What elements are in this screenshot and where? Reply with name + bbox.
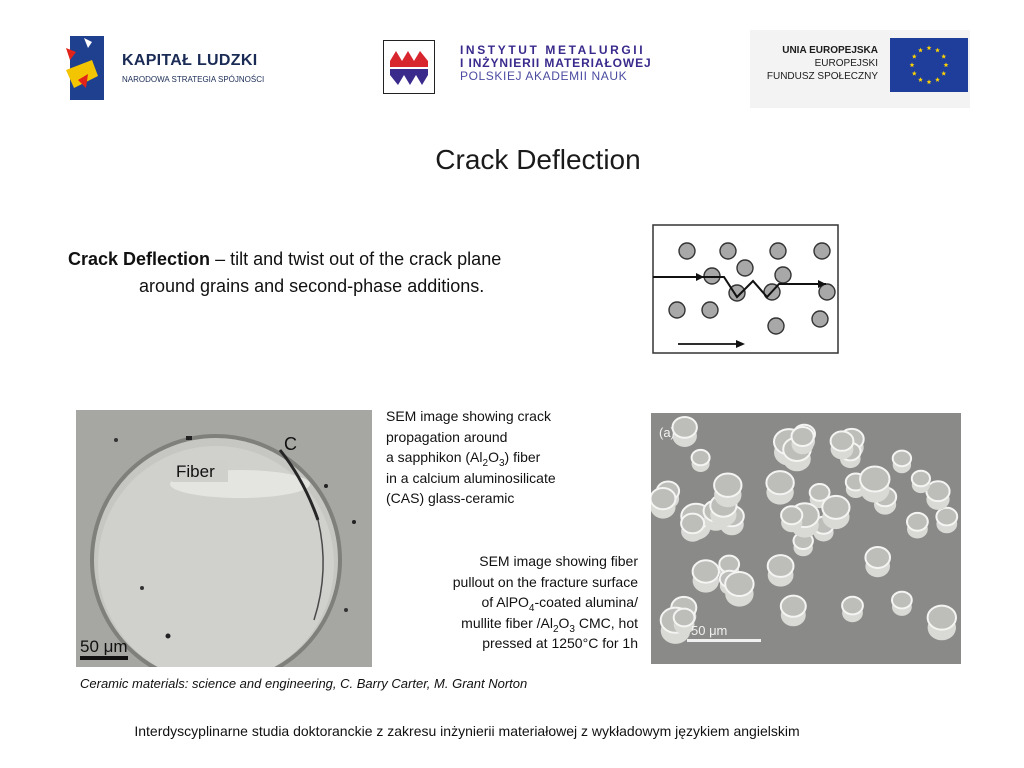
fiber-end: [928, 606, 956, 630]
sem1-caption: [386, 406, 616, 509]
sem1-caption-line2: propagation around: [386, 428, 508, 445]
pore: [140, 586, 144, 590]
fiber-end: [860, 467, 889, 492]
sem2-caption-line4: [398, 613, 638, 634]
sem1-caption-line3: [386, 447, 616, 468]
sem2-caption-line3: [398, 592, 638, 613]
pore: [352, 520, 356, 524]
fiber-end: [831, 431, 854, 450]
grain: [775, 267, 791, 283]
slide-title: Crack Deflection: [435, 144, 641, 175]
fiber-end: [681, 514, 704, 534]
kapital-ludzki-logo: [62, 30, 312, 106]
caption-text: of AlPO: [481, 594, 529, 610]
fiber-end: [822, 496, 849, 519]
sem1-scale-label: 50 μm: [80, 637, 128, 656]
fiber-end: [892, 592, 912, 609]
pore: [324, 484, 328, 488]
grain: [679, 243, 695, 259]
imim-name-line3: POLSKIEJ AKADEMII NAUK: [460, 69, 628, 83]
sem2-caption-line2: pullout on the fracture surface: [452, 573, 638, 590]
fiber-end: [714, 474, 741, 497]
fiber-end: [842, 597, 863, 615]
fiber-end: [768, 555, 794, 577]
fiber-end: [781, 596, 806, 617]
kapital-ludzki-name: KAPITAŁ LUDZKI: [122, 52, 258, 69]
pore: [114, 438, 118, 442]
fiber-end: [781, 506, 802, 524]
sem-image-fiber-pullout: [651, 413, 961, 664]
definition-text: [68, 246, 608, 300]
sem2-caption-line1: SEM image showing fiber: [479, 553, 638, 569]
fiber-end: [907, 513, 928, 531]
crack-deflection-diagram: [652, 224, 839, 354]
grain: [702, 302, 718, 318]
sem1-caption-line1: SEM image showing crack: [386, 408, 551, 424]
caption-text: a sapphikon (Al: [386, 449, 483, 465]
grain: [819, 284, 835, 300]
definition-line1: [68, 246, 608, 273]
definition-rest: – tilt and twist out of the crack plane: [210, 249, 502, 269]
sem2-caption: [398, 551, 638, 654]
sem1-label-fiber: Fiber: [176, 462, 215, 481]
imim-name: [460, 44, 680, 83]
fiber-end: [912, 471, 930, 487]
definition-term: Crack Deflection: [68, 249, 211, 269]
sem2-scale-bar: [687, 639, 761, 642]
fiber-end: [936, 508, 957, 526]
definition-line2: around grains and second-phase additions.: [139, 276, 485, 296]
imim-name-line2: I INŻYNIERII MATERIAŁOWEJ: [460, 56, 652, 70]
sem1-caption-line4: in a calcium aluminosilicate: [386, 469, 556, 486]
kapital-ludzki-subtitle: NARODOWA STRATEGIA SPÓJNOŚCI: [122, 75, 265, 84]
grain: [768, 318, 784, 334]
sem2-caption-line5: pressed at 1250°C for 1h: [482, 635, 638, 651]
fiber-end: [673, 417, 697, 438]
fiber-end: [865, 547, 890, 568]
sem2-panel-label: (a): [659, 425, 675, 440]
fiber-end: [766, 471, 793, 494]
eu-fund-line1: EUROPEJSKI: [814, 58, 878, 69]
subscript: 4: [528, 602, 535, 614]
subscript: 3: [498, 457, 505, 469]
sem1-scale-bar: [80, 656, 128, 660]
sem1-label-c: C: [284, 434, 297, 454]
fiber-end: [651, 488, 676, 509]
eu-fund-logo: [750, 30, 970, 108]
pore: [186, 436, 192, 440]
sem-image-crack-around-fiber: [76, 410, 372, 667]
grain: [720, 243, 736, 259]
caption-text: O: [558, 614, 570, 631]
grain: [812, 311, 828, 327]
caption-text: CMC, hot: [574, 614, 638, 631]
pore: [344, 608, 348, 612]
subscript: 2: [552, 623, 559, 635]
imim-logo: [383, 40, 435, 94]
eu-fund-line2: FUNDUSZ SPOŁECZNY: [766, 71, 878, 82]
fiber-end: [893, 451, 911, 467]
pore: [166, 634, 171, 639]
grain: [770, 243, 786, 259]
subscript: 3: [569, 623, 575, 635]
eu-name: UNIA EUROPEJSKA: [782, 45, 878, 56]
grain: [737, 260, 753, 276]
caption-text: mullite fiber /Al: [461, 614, 553, 631]
caption-text: ) fiber: [504, 449, 541, 465]
kapital-ludzki-emblem-icon: [62, 30, 120, 106]
fiber-end: [725, 572, 753, 596]
fiber-end: [692, 450, 710, 465]
grain: [814, 243, 830, 259]
caption-text: O: [488, 449, 499, 465]
footer-text: Interdyscyplinarne studia doktoranckie z zakresu inżynierii materiałowej z wykładowym językiem angielskim: [134, 723, 800, 739]
fiber-end: [693, 560, 719, 582]
grain: [669, 302, 685, 318]
fiber-end: [792, 427, 814, 446]
subscript: 2: [482, 457, 489, 469]
sem1-caption-line5: (CAS) glass-ceramic: [386, 490, 515, 506]
imim-emblem-icon: [384, 41, 434, 93]
imim-name-line1: INSTYTUT METALURGII: [460, 43, 646, 57]
eu-flag-icon: [890, 38, 968, 92]
eu-fund-text: [767, 44, 878, 83]
citation: Ceramic materials: science and engineering, C. Barry Carter, M. Grant Norton: [80, 676, 528, 691]
sem2-scale-label: 50 μm: [691, 623, 728, 638]
caption-text: -coated alumina/: [534, 594, 638, 610]
